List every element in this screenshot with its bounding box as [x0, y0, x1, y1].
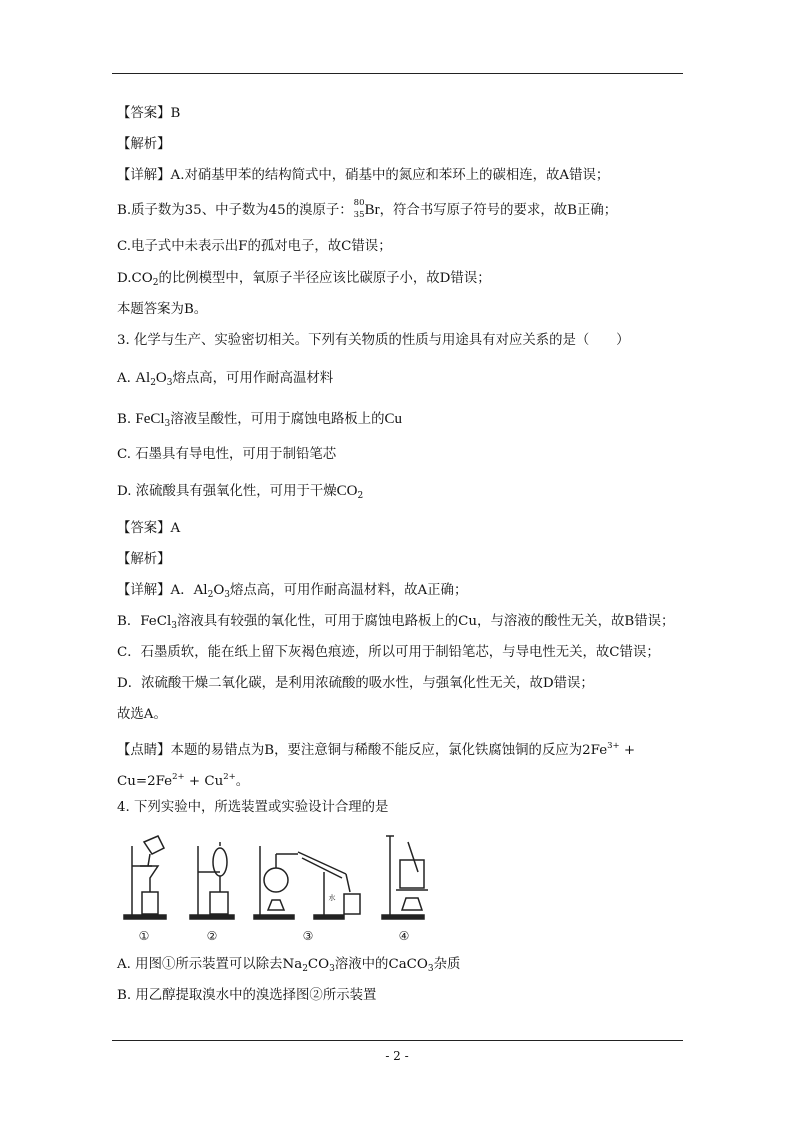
q3-option-c: C. 石墨具有导电性，可用于制铅笔芯: [117, 447, 337, 462]
q3-option-d: D. 浓硫酸具有强氧化性，可用于干燥$CO_2$: [117, 483, 364, 501]
q3-tip-cont: $Cu=2Fe^{2+} + Cu^{2+}$。: [117, 772, 250, 789]
apparatus-figure: [118, 832, 448, 944]
figure-label-1: ①: [138, 929, 150, 943]
detail-d: $D.CO_2$的比例模型中，氧原子半径应该比碳原子小，故D错误；: [117, 271, 491, 288]
q3-option-a: A. $Al_2O_3$熔点高，可用作耐高温材料: [117, 370, 334, 388]
q3-detail-d: D．浓硫酸干燥二氧化碳，是利用浓硫酸的吸水性，与强氧化性无关，故D错误；: [117, 676, 594, 691]
answer-label: 【答案】B: [117, 106, 181, 121]
detail-b: B.质子数为35、中子数为45的溴原子： 80 35 Br，符合书写原子符号的要求，故B正确；: [117, 198, 618, 220]
detail-a: 【详解】A.对硝基甲苯的结构简式中，硝基中的氮应和苯环上的碳相连，故A错误；: [117, 168, 610, 183]
header-rule: [112, 73, 683, 74]
conclusion: 本题答案为B。: [117, 302, 208, 317]
apparatus-1-filtration: [124, 836, 166, 919]
q4-option-a: A. 用图①所示装置可以除去$Na_2CO_3$溶液中的CaCO$_3$杂质: [117, 957, 461, 974]
q3-tip: 【点睛】本题的易错点为B，要注意铜与稀酸不能反应，氯化铁腐蚀铜的反应为$2Fe^{3+}$ +: [117, 741, 636, 758]
q4-option-b: B. 用乙醇提取溴水中的溴选择图②所示装置: [117, 988, 377, 1003]
figure-label-2: ②: [206, 929, 218, 943]
q3-detail-c: C．石墨质软，能在纸上留下灰褐色痕迹，所以可用于制铅笔芯，与导电性无关，故C错误；: [117, 645, 660, 660]
q3-answer: 【答案】A: [117, 521, 181, 536]
detail-c: C.电子式中未表示出F的孤对电子，故C错误；: [117, 239, 392, 254]
q3-analysis-label: 【解析】: [117, 552, 171, 567]
question-3-stem: 3. 化学与生产、实验密切相关。下列有关物质的性质与用途具有对应关系的是（ ）: [117, 333, 630, 348]
figure-water-label: 水: [328, 894, 336, 902]
isotope-notation: 80 35: [353, 198, 365, 220]
figure-label-4: ④: [398, 929, 410, 943]
q3-detail-a: 【详解】A．$Al_2O_3$熔点高，可用作耐高温材料，故A正确；: [117, 583, 468, 600]
apparatus-4-evaporation: [382, 836, 428, 919]
q3-choose: 故选A。: [117, 707, 167, 722]
analysis-label: 【解析】: [117, 137, 171, 152]
question-4-stem: 4. 下列实验中，所选装置或实验设计合理的是: [117, 800, 389, 815]
figure-label-3: ③: [302, 929, 314, 943]
q3-detail-b: B．FeCl$_3$溶液具有较强的氧化性，可用于腐蚀电路板上的Cu，与溶液的酸性无关，故B错误；: [117, 614, 675, 631]
apparatus-3-distillation: [254, 846, 360, 919]
q3-option-b: B. FeCl$_3$溶液呈酸性，可用于腐蚀电路板上的Cu: [117, 411, 403, 429]
footer-rule: [112, 1040, 683, 1041]
page-number: - 2 -: [385, 1049, 409, 1063]
apparatus-2-separatory-funnel: [190, 842, 234, 919]
